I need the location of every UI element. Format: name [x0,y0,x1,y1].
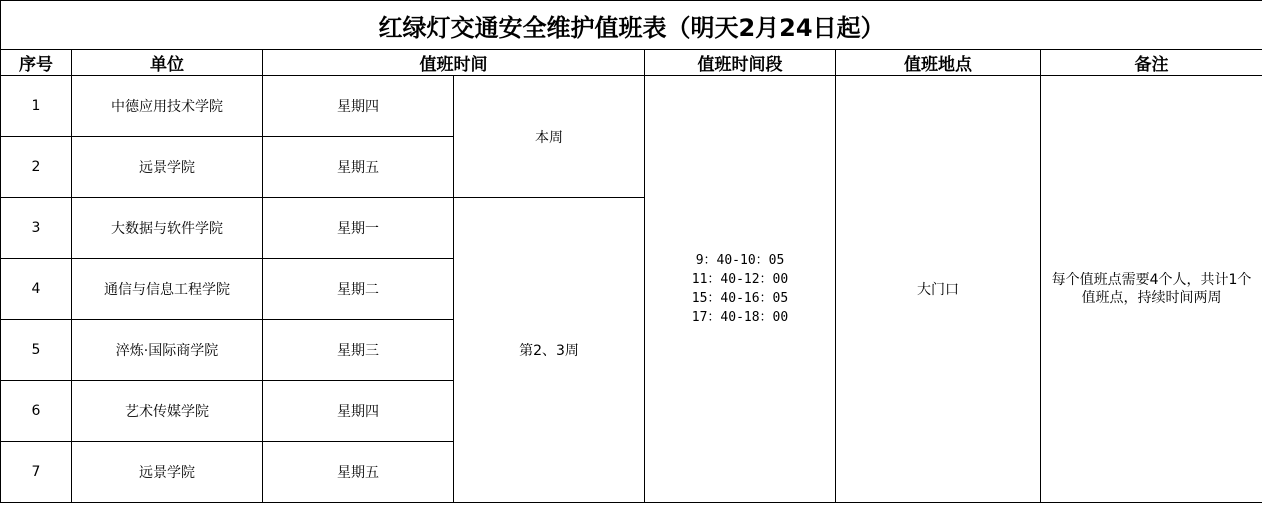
row-unit: 远景学院 [72,137,263,198]
row-day: 星期四 [263,76,454,137]
week-this-week: 本周 [454,76,645,198]
time-slot: 15：40-16：05 [691,291,789,306]
row-unit: 艺术传媒学院 [72,381,263,442]
row-index: 3 [1,198,72,259]
table-row [1,76,1262,137]
time-slot: 9：40-10：05 [695,253,785,268]
header-duty-time: 值班时间 [263,50,645,76]
title-row [1,1,1262,50]
row-unit: 远景学院 [72,442,263,503]
time-slot: 11：40-12：00 [691,272,789,287]
duty-location: 大门口 [836,76,1041,503]
time-slot: 17：40-18：00 [691,310,789,325]
row-index: 5 [1,320,72,381]
row-unit: 淬炼·国际商学院 [72,320,263,381]
header-location: 值班地点 [836,50,1041,76]
row-day: 星期四 [263,381,454,442]
page-title: 红绿灯交通安全维护值班表（明天2月24日起） [1,1,1262,50]
row-day: 星期二 [263,259,454,320]
row-unit: 中德应用技术学院 [72,76,263,137]
row-index: 6 [1,381,72,442]
header-unit: 单位 [72,50,263,76]
remarks-cell: 每个值班点需要4个人，共计1个值班点，持续时间两周 [1041,76,1262,503]
header-duty-period: 值班时间段 [645,50,836,76]
row-index: 2 [1,137,72,198]
row-day: 星期一 [263,198,454,259]
header-remarks: 备注 [1041,50,1262,76]
row-day: 星期三 [263,320,454,381]
row-index: 4 [1,259,72,320]
week-weeks-2-3: 第2、3周 [454,198,645,503]
row-day: 星期五 [263,442,454,503]
time-slots-cell [645,76,836,503]
row-index: 1 [1,76,72,137]
row-day: 星期五 [263,137,454,198]
row-unit: 大数据与软件学院 [72,198,263,259]
header-index: 序号 [1,50,72,76]
row-unit: 通信与信息工程学院 [72,259,263,320]
row-index: 7 [1,442,72,503]
header-row [1,50,1262,76]
